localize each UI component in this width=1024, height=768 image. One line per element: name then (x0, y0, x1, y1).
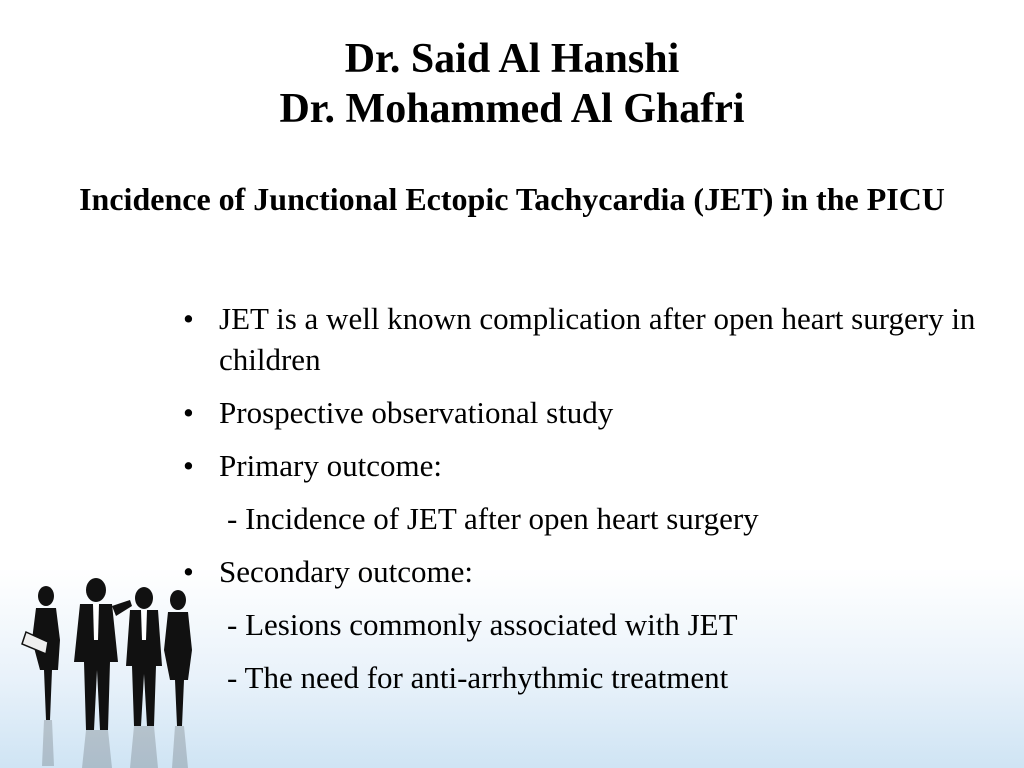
sub-bullet: - Lesions commonly associated with JET (227, 607, 738, 642)
sub-bullet: - The need for anti-arrhythmic treatment (227, 660, 729, 695)
bullet-dot: • (183, 554, 194, 589)
bullet-dot: • (183, 448, 194, 483)
authors-heading (0, 34, 1024, 134)
bullet-dot: • (183, 301, 194, 336)
sub-bullet: - Incidence of JET after open heart surgery (227, 501, 759, 536)
bullet-list (183, 298, 983, 710)
bullet-text: Primary outcome: (219, 448, 442, 483)
bullet-dot: • (183, 395, 194, 430)
bullet-item (183, 298, 983, 380)
bullet-item (183, 392, 983, 433)
author-1: Dr. Said Al Hanshi (344, 36, 680, 82)
bullet-text: Prospective observational study (219, 395, 614, 430)
bullet-text: JET is a well known complication after open heart surgery in children (219, 301, 976, 377)
business-people-silhouettes (18, 570, 203, 768)
bullet-item (183, 445, 983, 486)
author-2: Dr. Mohammed Al Ghafri (279, 86, 745, 132)
bullet-text: Secondary outcome: (219, 554, 473, 589)
bullet-item (183, 551, 983, 592)
slide-title: Incidence of Junctional Ectopic Tachycardia (JET) in the PICU (79, 181, 945, 217)
